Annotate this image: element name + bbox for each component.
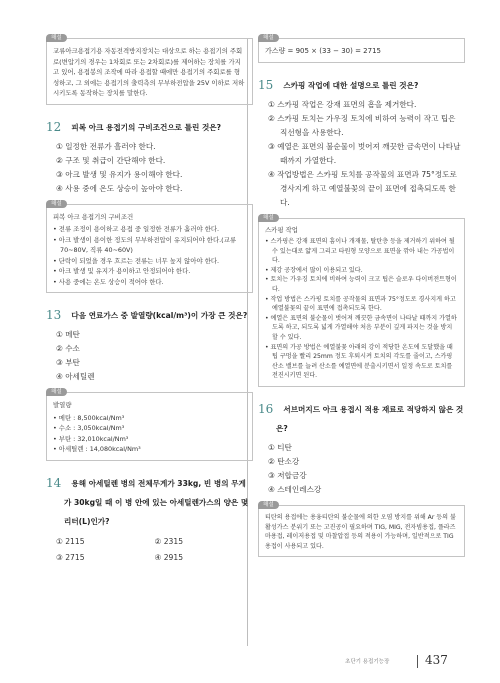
page-footer bbox=[345, 652, 475, 672]
explanation-badge: 해설 bbox=[46, 388, 67, 396]
option-4[interactable]: ④ 아세틸렌 bbox=[56, 372, 95, 381]
option-4[interactable]: ④ 사용 중에 온도 상승이 높아야 한다. bbox=[56, 183, 183, 193]
explanation-text: 가스량 = 905 × (33 − 30) = 2715 bbox=[258, 38, 465, 63]
explanation-bullet: • 스카핑은 강재 표면의 흠이나 개재물, 탈탄층 등을 제거하기 위하여 될 수 있는대로 얇게 그리고 타원형 모양으로 표면을 깎아 내는 가공법이다. bbox=[265, 238, 455, 265]
question-15 bbox=[258, 73, 465, 210]
explanation-bullet: • 아크 발생 및 유지가 용이하고 안정되어야 한다. bbox=[53, 267, 191, 275]
option-3[interactable]: ③ 저합금강 bbox=[268, 471, 307, 480]
explanation-bullet: • 표면의 가공 방법은 예열불꽃 아래의 강이 적당한 온도에 도달했을 때 팁 구멍을 빨리 25mm 정도 후퇴시켜 토치의 각도를 줄이고, 스카핑 산소 밸브를 늘려 산소를 예열면에 분출시키면서 일정 속도로 토치를 전진시키면 된다. bbox=[265, 343, 453, 380]
explanation-bullet: • 전류 조정이 용이하고 용접 중 일정한 전류가 흘러야 한다. bbox=[53, 225, 220, 233]
option-2[interactable]: ② 스카핑 토치는 가우징 토치에 비하여 능력이 작고 팁은 직선형을 사용한다. bbox=[268, 113, 456, 137]
footer-divider bbox=[417, 655, 418, 668]
explanation-title: 피복 아크 용접기의 구비조건 bbox=[53, 212, 134, 221]
option-2[interactable]: ② 구조 및 취급이 간단해야 한다. bbox=[56, 155, 166, 165]
explanation-badge: 해설 bbox=[258, 501, 279, 509]
explanation-badge: 해설 bbox=[258, 34, 279, 42]
explanation-bullet: • 예열은 표면의 불순물이 벗어져 깨끗한 금속면이 나타날 때까지 가열하도록 하고, 되도록 넓게 가열해야 처음 부분이 깊게 파지는 것을 방지할 수 있다. bbox=[265, 314, 457, 342]
explanation-bullet: • 메탄 : 8,500kcal/Nm³ bbox=[53, 413, 125, 422]
option-3[interactable]: ③ 아크 발생 및 유지가 용이해야 한다. bbox=[56, 169, 183, 179]
option-3[interactable]: ③ 2715 bbox=[56, 552, 85, 562]
explanation-badge: 해설 bbox=[258, 214, 279, 222]
question-12 bbox=[46, 115, 253, 196]
question-13 bbox=[46, 303, 253, 384]
option-1[interactable]: ① 일정한 전류가 흘러야 한다. bbox=[56, 141, 156, 151]
right-column bbox=[258, 35, 465, 567]
explanation-box-16 bbox=[258, 502, 465, 557]
left-column bbox=[46, 35, 253, 566]
option-1[interactable]: ① 스카핑 작업은 강재 표면의 흠을 제거한다. bbox=[268, 99, 417, 109]
page-number: 437 bbox=[425, 653, 448, 667]
option-4[interactable]: ④ 스테인레스강 bbox=[268, 485, 322, 494]
explanation-bullet: • 부탄 : 32,010kcal/Nm³ bbox=[53, 434, 129, 443]
option-1[interactable]: ① 티탄 bbox=[268, 443, 292, 452]
explanation-badge: 해설 bbox=[46, 200, 67, 208]
explanation-bullet: • 토치는 가우징 토치에 비하여 능력이 크고 팁은 슬로우 다이버전트형이다. bbox=[265, 276, 457, 294]
option-1[interactable]: ① 2115 bbox=[56, 536, 85, 546]
option-2[interactable]: ② 수소 bbox=[56, 344, 80, 353]
explanation-box-11 bbox=[46, 35, 253, 105]
question-text: 다음 연료가스 중 발열량(kcal/m³)이 가장 큰 것은? bbox=[71, 311, 248, 320]
question-text: 스카핑 작업에 대한 설명으로 틀린 것은? bbox=[283, 80, 419, 90]
question-text: 용해 아세틸렌 병의 전체무게가 33kg, 빈 병의 무게가 30kg일 때 이 병 안에 있는 아세틸렌가스의 양은 몇 리터(L)인가? bbox=[64, 478, 249, 526]
explanation-bullet: • 작업 방법은 스카핑 토치를 공작물의 표면과 75°정도로 경사지게 하고 예열불꽃의 끝이 표면에 접촉되도록 한다. bbox=[265, 295, 456, 313]
explanation-bullet: • 제강 공장에서 많이 이용되고 있다. bbox=[265, 266, 363, 274]
option-4[interactable]: ④ 2915 bbox=[154, 552, 184, 562]
explanation-box-14 bbox=[258, 35, 465, 63]
question-text: 피복 아크 용접기의 구비조건으로 틀린 것은? bbox=[71, 122, 222, 132]
explanation-box-15 bbox=[258, 214, 465, 388]
question-number: 12 bbox=[46, 119, 62, 134]
explanation-title: 스카핑 작업 bbox=[265, 225, 298, 234]
question-number: 16 bbox=[258, 402, 274, 416]
explanation-bullet: • 아크 발생이 용이한 정도의 무부하전압이 유지되어야 한다.(교류 70~80V, 직류 40~60V) bbox=[53, 235, 237, 254]
question-text: 서브머지드 아크 용접시 적용 재료로 적당하지 않은 것은? bbox=[276, 405, 464, 433]
question-14 bbox=[46, 471, 253, 566]
explanation-bullet: • 수소 : 3,050kcal/Nm³ bbox=[53, 424, 125, 432]
explanation-bullet: • 아세틸렌 : 14,080kcal/Nm³ bbox=[53, 445, 141, 453]
option-4[interactable]: ④ 작업방법은 스카핑 토치를 공작물의 표면과 75°정도로 경사지게 하고 예열불꽃의 끝이 표면에 접촉되도록 한다. bbox=[268, 169, 457, 207]
option-1[interactable]: ① 메탄 bbox=[56, 330, 80, 339]
book-title: 초단기 용접기능장 bbox=[345, 659, 390, 665]
explanation-badge: 해설 bbox=[46, 34, 67, 42]
option-2[interactable]: ② 탄소강 bbox=[268, 457, 300, 466]
explanation-text: 교류아크용접기용 자동전격방지장치는 대상으로 하는 용접기의 주회로(변압기의 경우는 1차회로 또는 2차회로)를 제어하는 장치를 가지고 있어, 용접봉의 조작에 따라 용접할 때에만 용접기의 주회로를 형성하고, 그 외에는 용접기의 출력측의 무부하전압을 25V 이하로 저하시키도록 동작하는 장치를 말한다. bbox=[46, 38, 253, 105]
explanation-title: 발열량 bbox=[53, 401, 72, 409]
question-number: 15 bbox=[258, 77, 274, 92]
question-16 bbox=[258, 397, 465, 497]
explanation-box-13 bbox=[46, 389, 253, 461]
option-3[interactable]: ③ 예열은 표면의 불순물이 벗어져 깨끗한 금속면이 나타날 때까지 가열한다. bbox=[268, 141, 461, 165]
option-2[interactable]: ② 2315 bbox=[154, 536, 184, 546]
explanation-bullet: • 단락이 되었을 경우 흐르는 전류는 너무 높지 않아야 한다. bbox=[53, 256, 220, 265]
explanation-text: 티탄의 용접에는 용융티탄의 불순물에 의한 오염 방지를 위해 Ar 등의 불활성가스 분위기 또는 고진공이 필요하며 TIG, MIG, 전자빔용접, 플라즈마용접, 레이저용접 및 마찰압접 등의 적용이 가능하며, 일반적으로 TIG 용접이 사용되고 있다. bbox=[258, 505, 465, 557]
explanation-box-12 bbox=[46, 200, 253, 294]
explanation-bullet: • 사용 중에는 온도 상승이 적어야 한다. bbox=[53, 277, 164, 286]
question-number: 13 bbox=[46, 308, 62, 322]
option-grid bbox=[46, 534, 253, 566]
option-3[interactable]: ③ 부탄 bbox=[56, 358, 80, 367]
question-number: 14 bbox=[46, 475, 62, 490]
